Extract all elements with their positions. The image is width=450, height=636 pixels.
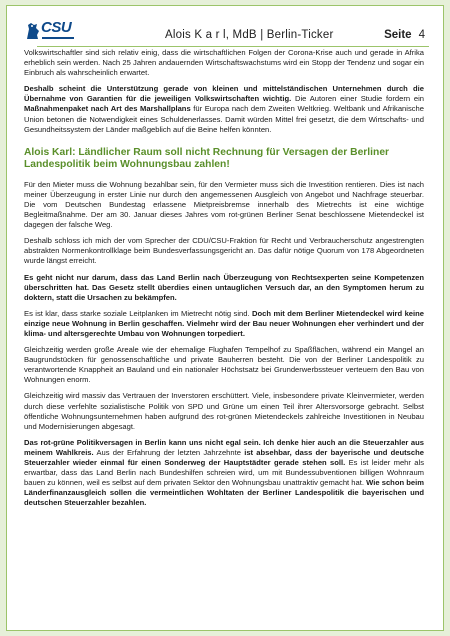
page-indicator — [384, 29, 425, 41]
page-header — [25, 14, 437, 50]
paragraph: Es ist klar, dass starke soziale Leitplanken im Mietrecht nötig sind. Doch mit dem Berliner Mietendeckel wird keine einzige neue Wohnung in Berlin geschaffen. Vielmehr wird der Bau neuer Wohnungen eher verhindert und der klima- und altersgerechte Umbau von Wohnungen torpediert. — [24, 308, 424, 338]
paragraph: Gleichzeitig werden große Areale wie der ehemalige Flughafen Tempelhof zu Spaßflächen, während ein Mangel an Baugrundstücken für genossenschaftliche und private Bauherren besteht. Die von der Berliner Landespolitik zu verantwortende Knappheit an Bauland und ein nationaler Höchstsatz bei Grunderwerbssteuer verteuern den Bau von Wohnungen enorm. — [24, 345, 424, 385]
section-heading: Alois Karl: Ländlicher Raum soll nicht Rechnung für Versagen der Berliner Landespolitik beim Wohnungsbau zahlen! — [24, 146, 390, 171]
paragraph: Es geht nicht nur darum, dass das Land Berlin nach Überzeugung von Rechtsexperten seine Kompetenzen überschritten hat. Das Gesetz stellt überdies einen untauglichen Versuch dar, an den Symptomen herum zu doktern, statt die Ursachen zu bekämpfen. — [24, 272, 424, 302]
paragraph: Volkswirtschaftler sind sich relativ einig, dass die wirtschaftlichen Folgen der Corona-Krise auch und gerade in Afrika erheblich sein werden. Nach 25 Jahren andauernden Wirtschaftswachstums wird ein Stopp der Tendenz und sogar ein Einbruch als wahrscheinlich erwartet. — [24, 48, 424, 78]
paragraph: Für den Mieter muss die Wohnung bezahlbar sein, für den Vermieter muss sich die Investition rentieren. Dies ist nach meiner Überzeugung in erster Linie nur durch den angemessenen Ausgleich von Angebot und Nachfrage steuerbar. Die vom Deutschen Bundestag erlassene Mietpreisbremse innerhalb des Mietrechts ist eine wichtige Begleitmaßnahme. Der am 30. Januar dieses Jahres vom rot-grünen Berliner Senat beschlossene Mietendeckel ist dagegen der falsche Weg. — [24, 179, 424, 230]
csu-logo — [25, 17, 81, 47]
lion-icon — [25, 21, 41, 41]
paragraph: Deshalb schloss ich mich der vom Sprecher der CDU/CSU-Fraktion für Recht und Verbraucherschutz angestrengten abstrakten Normenkontrollklage beim Bundesverfassungsgericht an. Das dafür nötige Quorum von 178 Abgeordneten wurde längst erreicht. — [24, 236, 424, 266]
paragraph: Deshalb scheint die Unterstützung gerade von kleinen und mittelständischen Unternehmen durch die Übernahme von Garantien für die jeweiligen Volkswirtschaften wichtig. Die Autoren einer Studie fordern ein Maßnahmenpaket nach Art des Marshallplans für Europa nach dem Zweiten Weltkrieg. Weltbank und Afrikanische Union betonen die Notwendigkeit eines Schuldenerlasses. Damit würden Mittel frei gesetzt, die dem Wirtschafts- und Gesundheitssystem der Länder maßgeblich auf die Beine helfen könnten. — [24, 84, 425, 134]
header-title: Alois K a r l, MdB | Berlin-Ticker — [165, 29, 334, 41]
paragraph: Gleichzeitig wird massiv das Vertrauen der Inverstoren erschüttert. Viele, insbesondere private Kleinvermieter, werden durch diese verfehlte sozialistische Politik von SPD und Grüne um einen Teil ihrer Altersvorsorge gebracht. Selbst öffentliche Wohnungsunternehmen haben aufgrund des rot-grünen Mietendeckels zahlreiche Investitionen in Neubau und Modernisierungen abgesagt. — [24, 391, 424, 431]
page-number: 4 — [418, 29, 425, 41]
page-label: Seite — [384, 29, 412, 41]
logo-text: CSU — [41, 19, 72, 36]
article-body — [24, 48, 424, 514]
header-divider — [37, 46, 429, 47]
paragraph: Das rot-grüne Politikversagen in Berlin kann uns nicht egal sein. Ich denke hier auch an die Steuerzahler aus meinem Wahlkreis. Aus der Erfahrung der letzten Jahrzehnte ist absehbar, dass der bayerische und deutsche Steuerzahler wieder einmal für einen Sonderweg der Hauptstädter gerade stehen soll. Es ist leider mehr als erwartbar, dass das Land Berlin nach Bundeshilfen schreien wird, um mit Bundessubventionen billigen Wohnraum bauen zu können, weil es selbst auf dem privaten Sektor den Wohnungsbau unattraktiv gemacht hat. Wie schon beim Länderfinanzausgleich sollen die vermeintlichen Wohltaten der Berliner Landespolitik die bayerischen und deutschen Steuerzahler bezahlen. — [24, 437, 424, 508]
